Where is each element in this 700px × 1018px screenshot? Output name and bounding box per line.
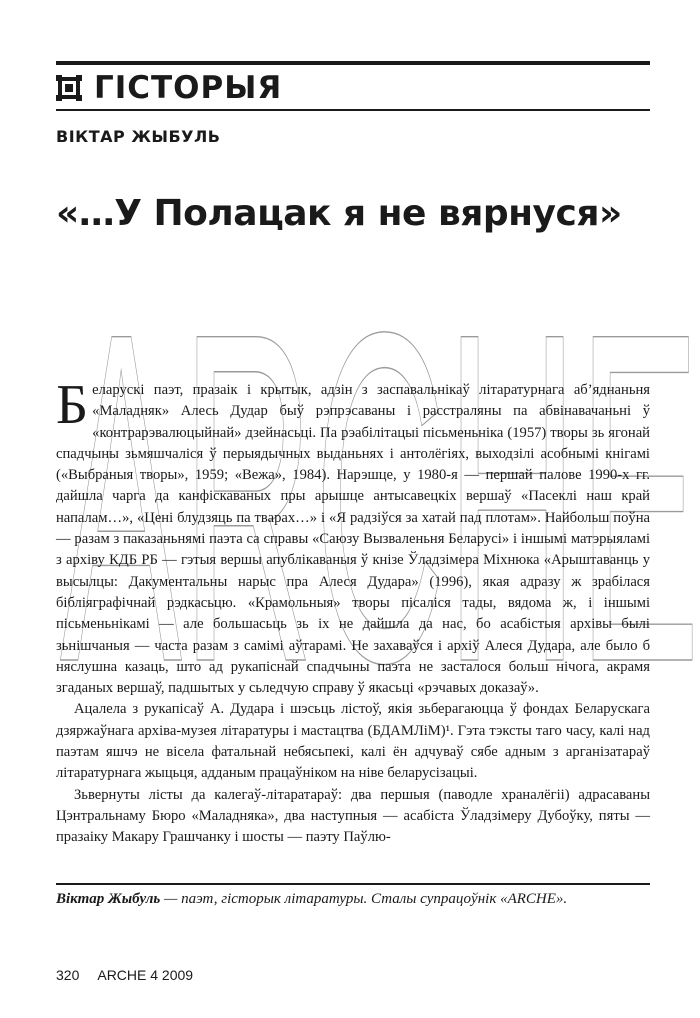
section-header: [56, 70, 282, 106]
page-number: 320: [56, 967, 80, 983]
paragraph-1-text: еларускі паэт, празаік і крытык, адзін з заспавальнікаў літаратурнага аб’яднаньня «Маладняк» Алесь Дудар быў рэпрэсаваны і расстраляны па абвінавачаньні ў «контрарэвалюцыйнай» дзейнасьці. Па рэабілітацыі пісьменьніка (1957) творы зь ягонай спадчыны зьмяшчаліся ў перыядычных выданьнях і антолёгіях, выходзілі асобнымі кнігамі («Выбраныя творы», 1959; «Вежа», 1984). Нарэшце, у 1980-я — першай палове 1990-х гг. дайшла чарга да канфіскаваных пры арышце антысавецкіх вершаў «Пасеклі наш край напалам…», «Цені блудзяць па тварах…» і «Я радзіўся за хатай пад плотам». Найбольш поўна — разам з паказаньнямі паэта са справы «Саюзу Вызваленьня Беларусі» і іншымі матэрыяламі з архіву КДБ РБ — гэтыя вершы апублікаваныя ў кнізе Ўладзімера Міхнюка «Арыштаванць у высылцы: Дакументальны нарыс пра Алеся Дудара» (1996), якая адразу ж зрабілася бібліяграфічнай рэдкасьцю. «Крамольныя» творы пісаліся тады, вядома ж, і іншымі пісьменьнікамі — але большасьць зь іх не дайшла да нас, бо асабістыя архівы былі зьнішчаныя — часта разам з самімі аўтарамі. Не захаваўся і архіў Алеся Дудара, але было б няслушна казаць, што ад рукапіснай спадчыны паэта не засталося больш нічога, акрамя згаданых вершаў, падшытых у сьледчую справу ў якасьці «рэчавых доказаў».: [56, 382, 650, 697]
article-title: «…У Полацак я не вярнуся»: [56, 193, 622, 234]
section-title: ГІСТОРЫЯ: [94, 70, 283, 106]
author-bio: [56, 889, 650, 910]
svg-text:ARCHE: ARCHE: [60, 260, 700, 700]
paragraph-1: [56, 374, 650, 699]
header-top-rule: [56, 61, 650, 65]
article-body: [56, 374, 650, 849]
header-under-rule: [56, 109, 650, 111]
paragraph-2: Ацалела з рукапісаў А. Дудара і шэсьць лістоў, якія зьберагаюцца ў фондах Беларускага дзяржаўнага архіва-музея літаратуры і мастацтва (БДАМЛіМ)¹. Гэта тэксты таго часу, калі над паэтам яшчэ не вісела фатальнай небясьпекі, калі ён адчуваў сябе адным з арганізатараў літаратурнага жыцьця, адданым працаўніком на ніве беларусізацыі.: [56, 701, 650, 782]
page-footer: [56, 967, 193, 983]
paragraph-3: Зьвернуты лісты да калегаў-літаратараў: два першыя (паводле храналёгіі) адрасаваны Цэнтральнаму Бюро «Маладняка», два наступныя — асабіста Ўладзімеру Дубоўку, пяты — празаіку Макару Грашчанку і шосты — паэту Паўлю-: [56, 786, 650, 846]
bio-text: — паэт, гісторык літаратуры. Сталы супрацоўнік «ARCHE».: [160, 891, 568, 907]
ornament-square-icon: [56, 75, 82, 101]
drop-cap: Б: [56, 374, 89, 436]
author-name: ВІКТАР ЖЫБУЛЬ: [56, 127, 221, 146]
journal-issue: ARCHE 4 2009: [97, 967, 194, 983]
bio-rule: [56, 883, 650, 885]
bio-name: Віктар Жыбуль: [56, 891, 161, 907]
